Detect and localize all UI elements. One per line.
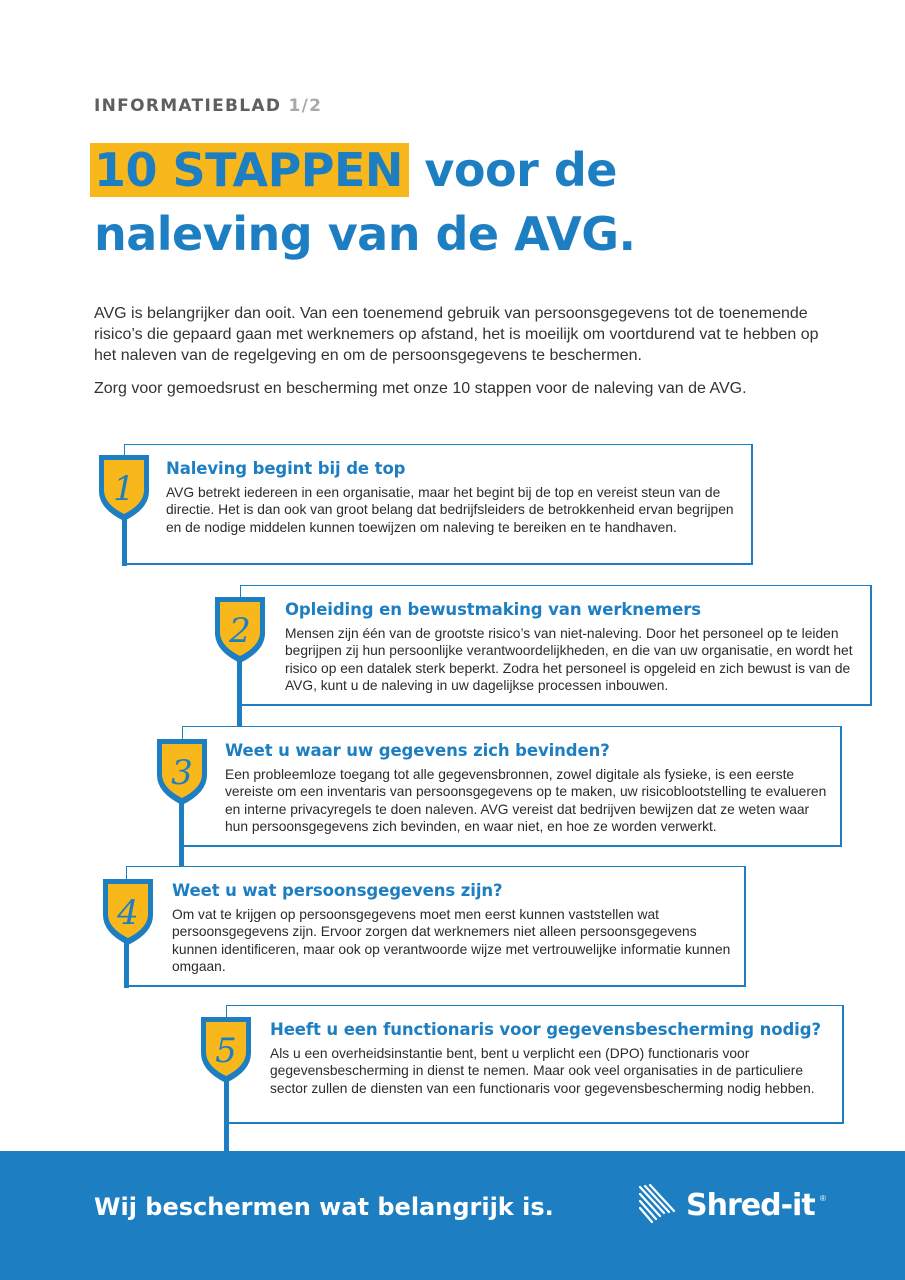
step-stem-3 — [179, 800, 184, 866]
step-number-1: 1 — [113, 469, 135, 509]
step-text-2: Mensen zijn één van de grootste risico’s van niet-naleving. Door het personeel op te leiden begrijpen zij hun persoonlijke verantwoordelijkheden, en die van uw organisatie, en wordt het risico op een datalek sterk beperkt. Zodra het personeel is opgeleid en zich bewust is van de AVG, kunt u de naleving in uw dagelijkse processen inbouwen. — [285, 626, 853, 693]
step-stem-2 — [237, 658, 242, 726]
step-title-2: Opleiding en bewustmaking van werknemers — [285, 600, 701, 619]
title-highlight: 10 STAPPEN — [90, 143, 409, 197]
step-number-4: 4 — [117, 893, 139, 933]
step-text-4: Om vat te krijgen op persoonsgegevens moet men eerst kunnen vaststellen wat persoonsgegevens zijn. Ervoor zorgen dat werknemers niet alleen persoonsgegevens kunnen identificeren, maar ook op verantwoorde wijze met vertrouwelijke informatie kunnen omgaan. — [172, 907, 731, 974]
step-text-5: Als u een overheidsinstantie bent, bent u verplicht een (DPO) functionaris voor gegevensbescherming in dienst te nemen. Maar ook veel organisaties in de particuliere sector zullen de diensten van een functionaris voor gegevensbescherming nodig hebben. — [270, 1046, 815, 1096]
step-stem-5 — [224, 1078, 229, 1153]
step-badge-3-icon — [153, 735, 211, 807]
intro — [94, 303, 824, 411]
intro-paragraph-1: AVG is belangrijker dan ooit. Van een toenemend gebruik van persoonsgegevens tot de toenemende risico’s die gepaard gaan met werknemers op afstand, het is moeilijk om voortdurend vat te hebben op het naleven van de regelgeving en om de persoonsgegevens te beschermen. — [94, 305, 819, 364]
step-badge-1-icon — [95, 451, 153, 523]
page-indicator: 1/2 — [288, 96, 323, 116]
step-number-3: 3 — [171, 753, 193, 793]
title-line1-rest: voor de — [408, 143, 617, 197]
step-number-2: 2 — [229, 611, 251, 651]
step-stem-1 — [122, 516, 127, 566]
shred-it-logo-text: Shred-it — [686, 1188, 815, 1223]
step-title-4: Weet u wat persoonsgegevens zijn? — [172, 881, 503, 900]
footer-tagline: Wij beschermen wat belangrijk is. — [94, 1193, 554, 1221]
step-badge-5-icon — [197, 1013, 255, 1085]
document-kicker — [94, 96, 322, 116]
page-title — [94, 138, 635, 266]
step-badge-4-icon — [99, 875, 157, 947]
step-title-5: Heeft u een functionaris voor gegevensbescherming nodig? — [270, 1020, 821, 1039]
intro-paragraph-2: Zorg voor gemoedsrust en bescherming met onze 10 stappen voor de naleving van de AVG. — [94, 380, 747, 397]
registered-mark: ® — [820, 1194, 826, 1203]
kicker-label: INFORMATIEBLAD — [94, 96, 282, 116]
step-number-5: 5 — [215, 1031, 237, 1071]
step-text-1: AVG betrekt iedereen in een organisatie, maar het begint bij de top en vereist steun van de directie. Het is dan ook van groot belang dat bedrijfsleiders de betrokkenheid ervan begrijpen en de nodige middelen kunnen toewijzen om naleving te bereiken en te handhaven. — [166, 485, 734, 535]
title-line2: naleving van de AVG. — [94, 207, 636, 261]
shred-it-logo-icon — [638, 1183, 686, 1225]
step-title-3: Weet u waar uw gegevens zich bevinden? — [225, 741, 610, 760]
step-title-1: Naleving begint bij de top — [166, 459, 406, 478]
step-badge-2-icon — [211, 593, 269, 665]
step-text-3: Een probleemloze toegang tot alle gegevensbronnen, zowel digitale als fysieke, is een eerste vereiste om een inventaris van persoonsgegevens op te maken, uw risicoblootstelling te evalueren en interne privacyregels te doen naleven. AVG vereist dat bedrijven bewijzen dat ze weten waar hun persoonsgegevens zich bevinden, en waar niet, en hoe ze worden verwerkt. — [225, 767, 827, 834]
